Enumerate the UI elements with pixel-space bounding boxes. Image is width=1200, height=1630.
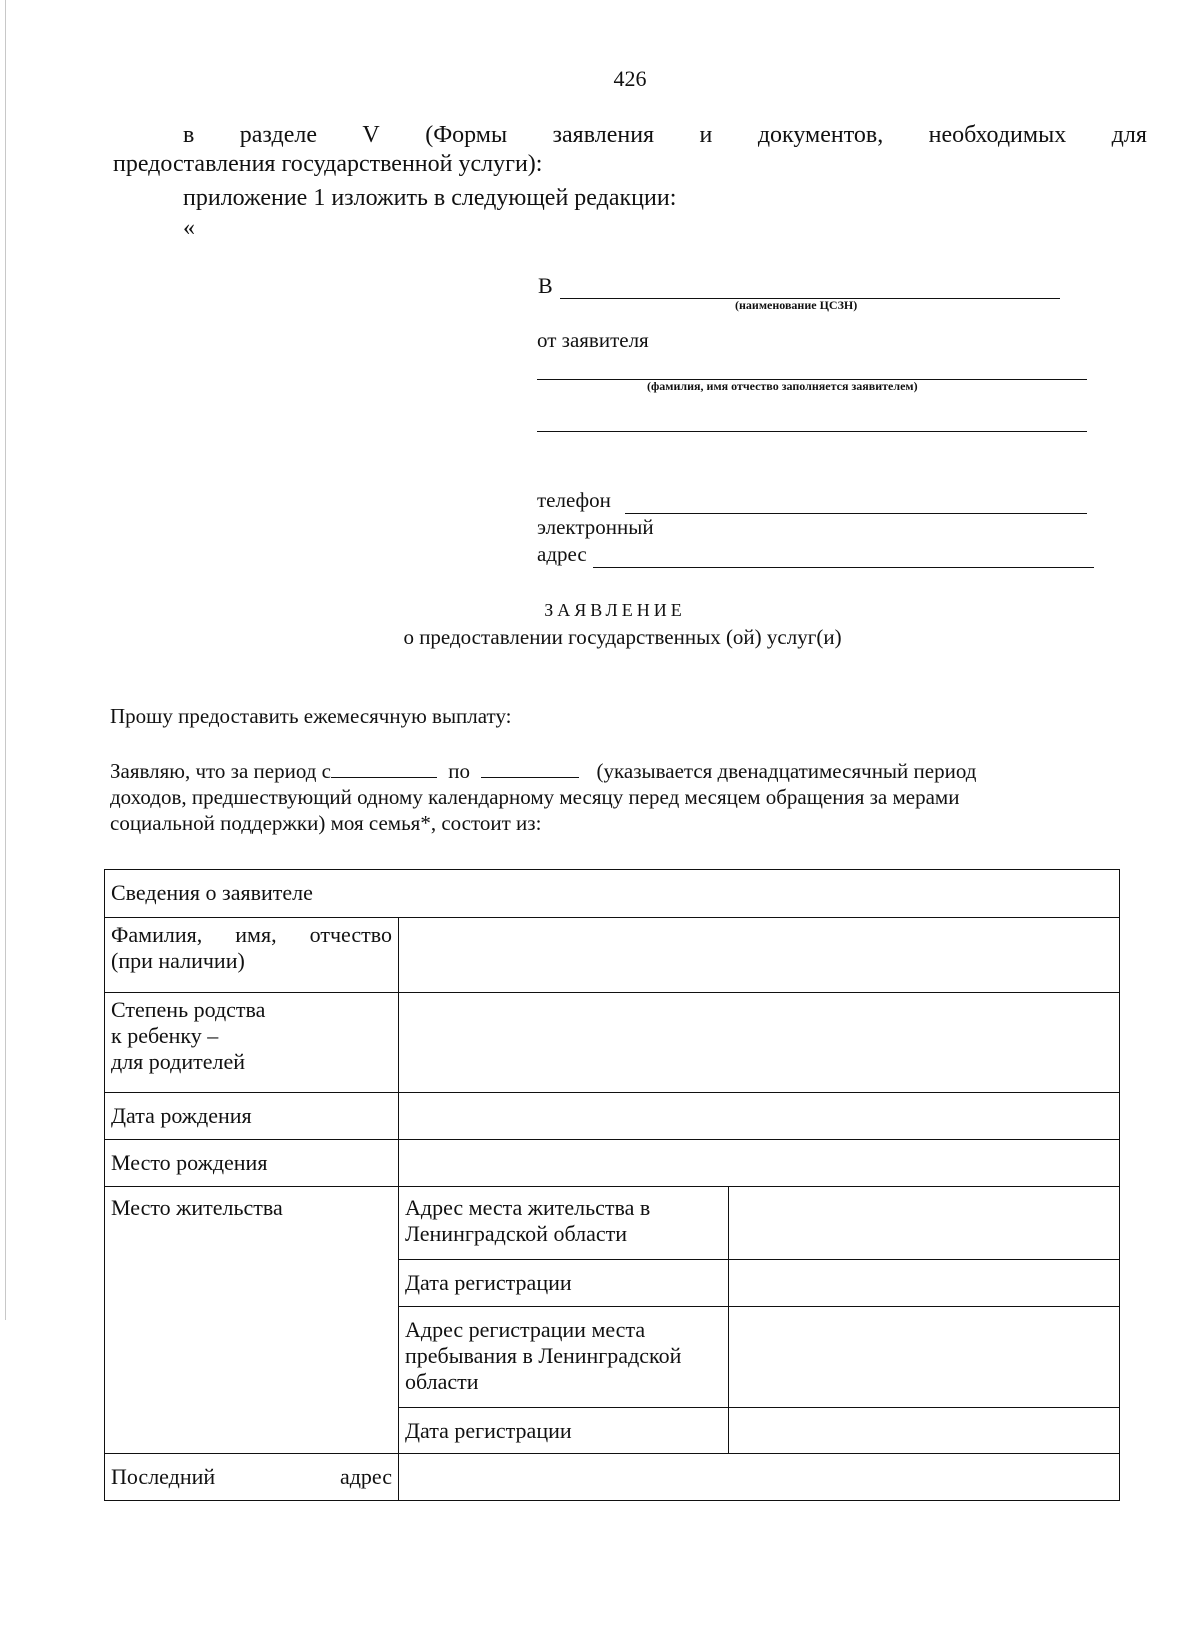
- applicant-name-line-2: [537, 431, 1087, 432]
- period-prefix: Заявляю, что за период с: [110, 759, 331, 783]
- intro-line-3: приложение 1 изложить в следующей редакции:: [183, 185, 677, 211]
- reg-date-value-cell[interactable]: [729, 1260, 1120, 1307]
- period-line: [110, 759, 976, 784]
- intro-line-1: в разделе V (Формы заявления и документов, необходимых для: [183, 122, 1147, 148]
- table-row: [105, 1187, 1120, 1260]
- table-row: [105, 993, 1120, 1093]
- birth-place-label-cell: Место рождения: [105, 1140, 399, 1187]
- relation-value-cell[interactable]: [399, 993, 1120, 1093]
- request-line: Прошу предоставить ежемесячную выплату:: [110, 704, 512, 728]
- addressee-to-prefix: В: [538, 273, 553, 298]
- last-address-label-cell: Последний адрес: [105, 1454, 399, 1501]
- period-suffix: (указывается двенадцатимесячный период: [596, 759, 977, 783]
- table-row: [105, 1140, 1120, 1187]
- from-label: от заявителя: [537, 328, 649, 352]
- stay-address-value-cell[interactable]: [729, 1307, 1120, 1408]
- reg-date-label-cell: Дата регистрации: [399, 1260, 729, 1307]
- birth-date-value-cell[interactable]: [399, 1093, 1120, 1140]
- address-region-label-cell: Адрес места жительства в Ленинградской области: [399, 1187, 729, 1260]
- period-to-blank: [481, 759, 579, 778]
- quote-mark: «: [183, 215, 195, 241]
- phone-label: телефон: [537, 488, 611, 512]
- email-label-line-1: электронный: [537, 515, 654, 539]
- addressee-caption: (наименование ЦСЗН): [735, 298, 858, 312]
- request-line-2: доходов, предшествующий одному календарному месяцу перед месяцем обращения за мерами: [110, 785, 960, 809]
- page-number: 426: [613, 66, 647, 91]
- period-from-blank: [331, 759, 437, 778]
- table-row: [105, 1093, 1120, 1140]
- statement-subtitle: о предоставлении государственных (ой) услуг(и): [403, 625, 842, 649]
- stay-address-label-cell: Адрес регистрации места пребывания в Ленинградской области: [399, 1307, 729, 1408]
- table-header-cell: Сведения о заявителе: [105, 870, 1120, 918]
- table-row: [105, 870, 1120, 918]
- relation-label-cell: Степень родства к ребенку – для родителей: [105, 993, 399, 1093]
- fio-label-cell: Фамилия, имя, отчество (при наличии): [105, 918, 399, 993]
- email-label-line-2: адрес: [537, 542, 587, 566]
- period-middle: по: [448, 759, 470, 783]
- last-address-value-cell[interactable]: [399, 1454, 1120, 1501]
- reg-date-2-value-cell[interactable]: [729, 1408, 1120, 1454]
- statement-title: ЗАЯВЛЕНИЕ: [544, 600, 686, 620]
- request-line-3: социальной поддержки) моя семья*, состоит из:: [110, 811, 542, 835]
- applicant-name-caption: (фамилия, имя отчество заполняется заявителем): [647, 379, 918, 393]
- intro-line-2: предоставления государственной услуги):: [113, 151, 543, 177]
- phone-line: [625, 513, 1087, 514]
- reg-date-2-label-cell: Дата регистрации: [399, 1408, 729, 1454]
- applicant-table: [104, 869, 1120, 1501]
- table-row: [105, 918, 1120, 993]
- scan-edge-line: [5, 0, 6, 1320]
- table-row: [105, 1454, 1120, 1501]
- birth-place-value-cell[interactable]: [399, 1140, 1120, 1187]
- birth-date-label-cell: Дата рождения: [105, 1093, 399, 1140]
- fio-value-cell[interactable]: [399, 918, 1120, 993]
- residence-label-cell: Место жительства: [105, 1187, 399, 1454]
- email-line: [593, 567, 1094, 568]
- address-region-value-cell[interactable]: [729, 1187, 1120, 1260]
